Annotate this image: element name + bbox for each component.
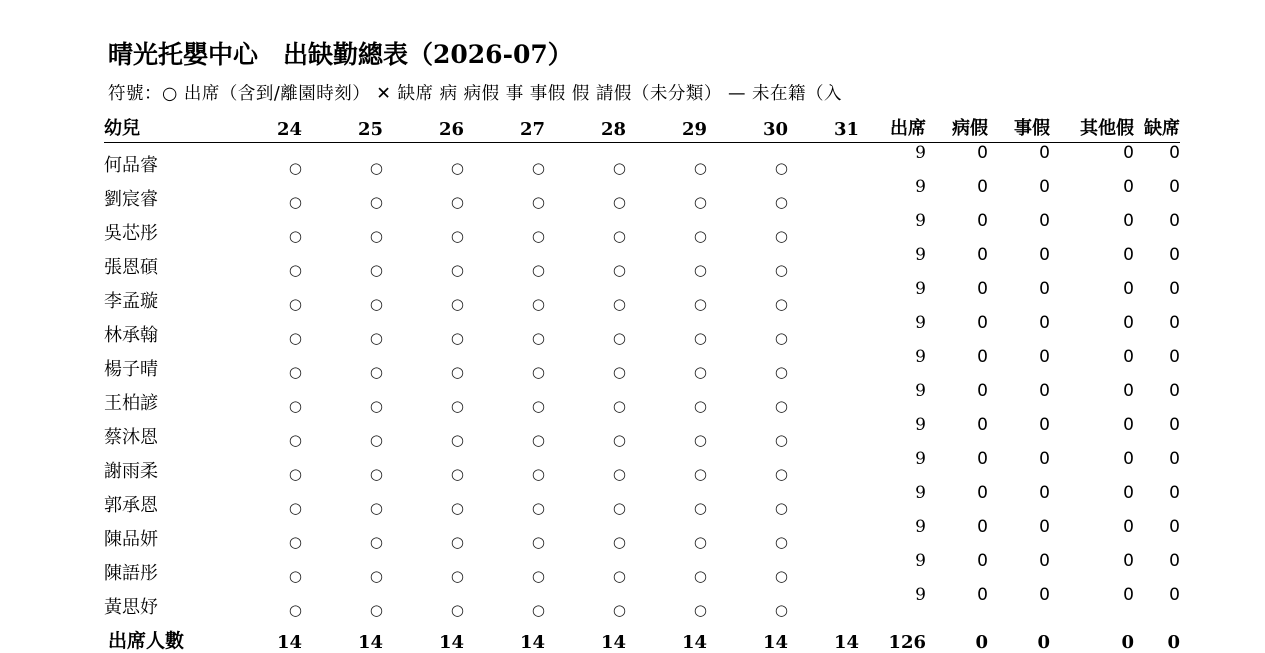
other-leave-count: 0 xyxy=(1123,177,1134,197)
table-row xyxy=(104,279,1180,313)
other-leave-count: 0 xyxy=(1123,381,1134,401)
personal-leave-count: 0 xyxy=(1039,517,1050,537)
sick-leave-count: 0 xyxy=(977,143,988,163)
day-mark: ○ xyxy=(369,499,383,517)
day-mark: ○ xyxy=(369,329,383,347)
absent-count: 0 xyxy=(1169,517,1180,537)
totals-row xyxy=(104,619,1180,653)
header-personal-leave: 事假 xyxy=(988,112,1050,143)
day-mark: ○ xyxy=(531,159,545,177)
day-mark xyxy=(788,483,859,517)
day-mark: ○ xyxy=(288,295,302,313)
day-mark: ○ xyxy=(612,601,626,619)
day-mark: ○ xyxy=(612,397,626,415)
day-mark: ○ xyxy=(612,465,626,483)
header-day: 26 xyxy=(383,112,464,143)
table-row xyxy=(104,415,1180,449)
child-name: 謝雨柔 xyxy=(104,461,158,482)
day-mark: ○ xyxy=(450,363,464,381)
day-mark: ○ xyxy=(774,159,788,177)
day-mark: ○ xyxy=(531,533,545,551)
sick-leave-count: 0 xyxy=(977,551,988,571)
other-leave-count: 0 xyxy=(1123,313,1134,333)
other-leave-count: 0 xyxy=(1123,449,1134,469)
day-mark: ○ xyxy=(693,465,707,483)
day-mark xyxy=(788,143,859,178)
other-leave-count: 0 xyxy=(1123,483,1134,503)
day-mark: ○ xyxy=(693,601,707,619)
table-row xyxy=(104,483,1180,517)
absent-count: 0 xyxy=(1169,245,1180,265)
day-mark xyxy=(788,449,859,483)
personal-leave-count: 0 xyxy=(1039,449,1050,469)
other-leave-count: 0 xyxy=(1123,279,1134,299)
child-name: 張恩碩 xyxy=(104,257,158,278)
day-mark: ○ xyxy=(531,363,545,381)
day-mark xyxy=(788,211,859,245)
day-mark: ○ xyxy=(450,499,464,517)
total-present: 126 xyxy=(888,632,926,653)
day-mark: ○ xyxy=(288,227,302,245)
day-mark xyxy=(788,585,859,619)
day-mark: ○ xyxy=(369,159,383,177)
day-mark: ○ xyxy=(612,499,626,517)
day-mark: ○ xyxy=(693,159,707,177)
day-mark xyxy=(788,313,859,347)
personal-leave-count: 0 xyxy=(1039,177,1050,197)
day-mark: ○ xyxy=(531,567,545,585)
present-count: 9 xyxy=(915,381,926,401)
day-mark: ○ xyxy=(774,261,788,279)
child-name: 郭承恩 xyxy=(104,495,158,516)
absent-count: 0 xyxy=(1169,415,1180,435)
day-mark xyxy=(788,245,859,279)
day-mark: ○ xyxy=(450,227,464,245)
present-count: 9 xyxy=(915,585,926,605)
present-count: 9 xyxy=(915,517,926,537)
absent-count: 0 xyxy=(1169,143,1180,163)
attendance-table xyxy=(104,112,1180,653)
table-row xyxy=(104,449,1180,483)
child-name: 李孟璇 xyxy=(104,291,158,312)
header-day: 24 xyxy=(221,112,302,143)
other-leave-count: 0 xyxy=(1123,143,1134,163)
day-mark xyxy=(788,517,859,551)
absent-count: 0 xyxy=(1169,381,1180,401)
header-day: 27 xyxy=(464,112,545,143)
personal-leave-count: 0 xyxy=(1039,483,1050,503)
personal-leave-count: 0 xyxy=(1039,585,1050,605)
present-count: 9 xyxy=(915,415,926,435)
day-mark: ○ xyxy=(531,431,545,449)
day-mark: ○ xyxy=(450,193,464,211)
header-day: 29 xyxy=(626,112,707,143)
day-mark: ○ xyxy=(531,193,545,211)
header-child: 幼兒 xyxy=(104,112,221,143)
sick-leave-count: 0 xyxy=(977,483,988,503)
day-mark: ○ xyxy=(612,295,626,313)
absent-count: 0 xyxy=(1169,177,1180,197)
child-name: 王柏諺 xyxy=(104,393,158,414)
other-leave-count: 0 xyxy=(1123,347,1134,367)
present-count: 9 xyxy=(915,279,926,299)
table-row xyxy=(104,211,1180,245)
header-other-leave: 其他假 xyxy=(1050,112,1134,143)
day-mark: ○ xyxy=(369,227,383,245)
total-day: 14 xyxy=(600,632,626,653)
day-mark: ○ xyxy=(450,397,464,415)
personal-leave-count: 0 xyxy=(1039,313,1050,333)
other-leave-count: 0 xyxy=(1123,211,1134,231)
child-name: 吳芯彤 xyxy=(104,223,158,244)
present-count: 9 xyxy=(915,483,926,503)
day-mark: ○ xyxy=(369,295,383,313)
day-mark: ○ xyxy=(288,397,302,415)
sick-leave-count: 0 xyxy=(977,415,988,435)
absent-count: 0 xyxy=(1169,313,1180,333)
sick-leave-count: 0 xyxy=(977,279,988,299)
day-mark: ○ xyxy=(288,533,302,551)
day-mark: ○ xyxy=(369,533,383,551)
sick-leave-count: 0 xyxy=(977,517,988,537)
day-mark: ○ xyxy=(774,499,788,517)
present-count: 9 xyxy=(915,449,926,469)
present-count: 9 xyxy=(915,177,926,197)
day-mark xyxy=(788,279,859,313)
day-mark: ○ xyxy=(450,295,464,313)
day-mark: ○ xyxy=(693,295,707,313)
day-mark: ○ xyxy=(450,159,464,177)
day-mark: ○ xyxy=(693,261,707,279)
day-mark: ○ xyxy=(774,397,788,415)
day-mark: ○ xyxy=(774,533,788,551)
other-leave-count: 0 xyxy=(1123,415,1134,435)
day-mark: ○ xyxy=(693,363,707,381)
day-mark: ○ xyxy=(450,261,464,279)
day-mark: ○ xyxy=(288,601,302,619)
personal-leave-count: 0 xyxy=(1039,381,1050,401)
day-mark: ○ xyxy=(531,601,545,619)
day-mark: ○ xyxy=(774,193,788,211)
child-name: 林承翰 xyxy=(104,325,158,346)
child-name: 蔡沐恩 xyxy=(104,427,158,448)
present-count: 9 xyxy=(915,245,926,265)
header-day: 25 xyxy=(302,112,383,143)
present-count: 9 xyxy=(915,313,926,333)
other-leave-count: 0 xyxy=(1123,517,1134,537)
total-day: 14 xyxy=(762,632,788,653)
day-mark: ○ xyxy=(612,533,626,551)
present-count: 9 xyxy=(915,551,926,571)
day-mark: ○ xyxy=(693,329,707,347)
day-mark: ○ xyxy=(369,567,383,585)
header-day: 28 xyxy=(545,112,626,143)
day-mark: ○ xyxy=(450,601,464,619)
header-sick-leave: 病假 xyxy=(926,112,988,143)
total-day: 14 xyxy=(519,632,545,653)
day-mark: ○ xyxy=(369,397,383,415)
sick-leave-count: 0 xyxy=(977,449,988,469)
sick-leave-count: 0 xyxy=(977,585,988,605)
day-mark: ○ xyxy=(774,465,788,483)
table-row xyxy=(104,245,1180,279)
child-name: 楊子晴 xyxy=(104,359,158,380)
table-row xyxy=(104,313,1180,347)
day-mark: ○ xyxy=(288,193,302,211)
sick-leave-count: 0 xyxy=(977,177,988,197)
absent-count: 0 xyxy=(1169,449,1180,469)
absent-count: 0 xyxy=(1169,551,1180,571)
child-name: 陳品妍 xyxy=(104,529,158,550)
totals-label: 出席人數 xyxy=(108,630,185,652)
absent-count: 0 xyxy=(1169,279,1180,299)
day-mark: ○ xyxy=(774,227,788,245)
header-absent: 缺席 xyxy=(1134,112,1180,143)
day-mark: ○ xyxy=(774,601,788,619)
personal-leave-count: 0 xyxy=(1039,245,1050,265)
day-mark: ○ xyxy=(288,499,302,517)
day-mark: ○ xyxy=(369,465,383,483)
header-row xyxy=(104,112,1180,143)
symbol-legend: 符號：○ 出席（含到/離園時刻） ✕ 缺席 病 病假 事 事假 假 請假（未分類） — 未在籍（入 xyxy=(108,84,843,104)
day-mark: ○ xyxy=(531,227,545,245)
present-count: 9 xyxy=(915,143,926,163)
total-day: 14 xyxy=(357,632,383,653)
other-leave-count: 0 xyxy=(1123,245,1134,265)
day-mark: ○ xyxy=(450,431,464,449)
sick-leave-count: 0 xyxy=(977,211,988,231)
day-mark: ○ xyxy=(693,397,707,415)
personal-leave-count: 0 xyxy=(1039,211,1050,231)
present-count: 9 xyxy=(915,211,926,231)
sick-leave-count: 0 xyxy=(977,347,988,367)
day-mark: ○ xyxy=(531,295,545,313)
day-mark xyxy=(788,177,859,211)
day-mark: ○ xyxy=(774,295,788,313)
table-row xyxy=(104,517,1180,551)
day-mark xyxy=(788,551,859,585)
day-mark: ○ xyxy=(774,363,788,381)
sick-leave-count: 0 xyxy=(977,245,988,265)
day-mark: ○ xyxy=(693,533,707,551)
day-mark: ○ xyxy=(612,363,626,381)
day-mark: ○ xyxy=(288,465,302,483)
absent-count: 0 xyxy=(1169,211,1180,231)
day-mark: ○ xyxy=(612,431,626,449)
day-mark: ○ xyxy=(450,567,464,585)
other-leave-count: 0 xyxy=(1123,551,1134,571)
table-row xyxy=(104,143,1180,178)
table-row xyxy=(104,551,1180,585)
day-mark: ○ xyxy=(612,261,626,279)
day-mark: ○ xyxy=(774,567,788,585)
absent-count: 0 xyxy=(1169,483,1180,503)
day-mark: ○ xyxy=(693,499,707,517)
child-name: 何品睿 xyxy=(104,155,158,176)
day-mark xyxy=(788,381,859,415)
child-name: 陳語彤 xyxy=(104,563,158,584)
total-sick-leave: 0 xyxy=(975,632,988,653)
table-row xyxy=(104,381,1180,415)
day-mark: ○ xyxy=(288,363,302,381)
header-present: 出席 xyxy=(859,112,926,143)
day-mark: ○ xyxy=(693,431,707,449)
day-mark: ○ xyxy=(693,567,707,585)
day-mark: ○ xyxy=(531,397,545,415)
day-mark xyxy=(788,415,859,449)
total-day: 14 xyxy=(438,632,464,653)
day-mark: ○ xyxy=(450,329,464,347)
day-mark: ○ xyxy=(369,431,383,449)
day-mark: ○ xyxy=(693,193,707,211)
day-mark: ○ xyxy=(612,227,626,245)
total-absent: 0 xyxy=(1167,632,1180,653)
total-day: 14 xyxy=(833,632,859,653)
absent-count: 0 xyxy=(1169,347,1180,367)
table-row xyxy=(104,347,1180,381)
day-mark: ○ xyxy=(369,601,383,619)
total-day: 14 xyxy=(276,632,302,653)
day-mark xyxy=(788,347,859,381)
table-row xyxy=(104,177,1180,211)
present-count: 9 xyxy=(915,347,926,367)
child-name: 黃思妤 xyxy=(104,597,158,618)
table-row xyxy=(104,585,1180,619)
other-leave-count: 0 xyxy=(1123,585,1134,605)
day-mark: ○ xyxy=(531,465,545,483)
day-mark: ○ xyxy=(612,193,626,211)
day-mark: ○ xyxy=(531,329,545,347)
header-day: 30 xyxy=(707,112,788,143)
day-mark: ○ xyxy=(612,567,626,585)
day-mark: ○ xyxy=(450,533,464,551)
day-mark: ○ xyxy=(369,363,383,381)
day-mark: ○ xyxy=(612,159,626,177)
day-mark: ○ xyxy=(774,431,788,449)
personal-leave-count: 0 xyxy=(1039,347,1050,367)
header-day: 31 xyxy=(788,112,859,143)
absent-count: 0 xyxy=(1169,585,1180,605)
day-mark: ○ xyxy=(774,329,788,347)
sick-leave-count: 0 xyxy=(977,313,988,333)
day-mark: ○ xyxy=(288,567,302,585)
day-mark: ○ xyxy=(612,329,626,347)
day-mark: ○ xyxy=(288,159,302,177)
child-name: 劉宸睿 xyxy=(104,189,158,210)
day-mark: ○ xyxy=(693,227,707,245)
day-mark: ○ xyxy=(450,465,464,483)
day-mark: ○ xyxy=(531,499,545,517)
sick-leave-count: 0 xyxy=(977,381,988,401)
personal-leave-count: 0 xyxy=(1039,551,1050,571)
day-mark: ○ xyxy=(288,329,302,347)
day-mark: ○ xyxy=(288,431,302,449)
personal-leave-count: 0 xyxy=(1039,279,1050,299)
total-personal-leave: 0 xyxy=(1037,632,1050,653)
day-mark: ○ xyxy=(531,261,545,279)
day-mark: ○ xyxy=(288,261,302,279)
day-mark: ○ xyxy=(369,261,383,279)
page-title: 晴光托嬰中心 出缺勤總表（2026-07） xyxy=(108,40,573,69)
day-mark: ○ xyxy=(369,193,383,211)
total-other-leave: 0 xyxy=(1121,632,1134,653)
total-day: 14 xyxy=(681,632,707,653)
personal-leave-count: 0 xyxy=(1039,143,1050,163)
personal-leave-count: 0 xyxy=(1039,415,1050,435)
